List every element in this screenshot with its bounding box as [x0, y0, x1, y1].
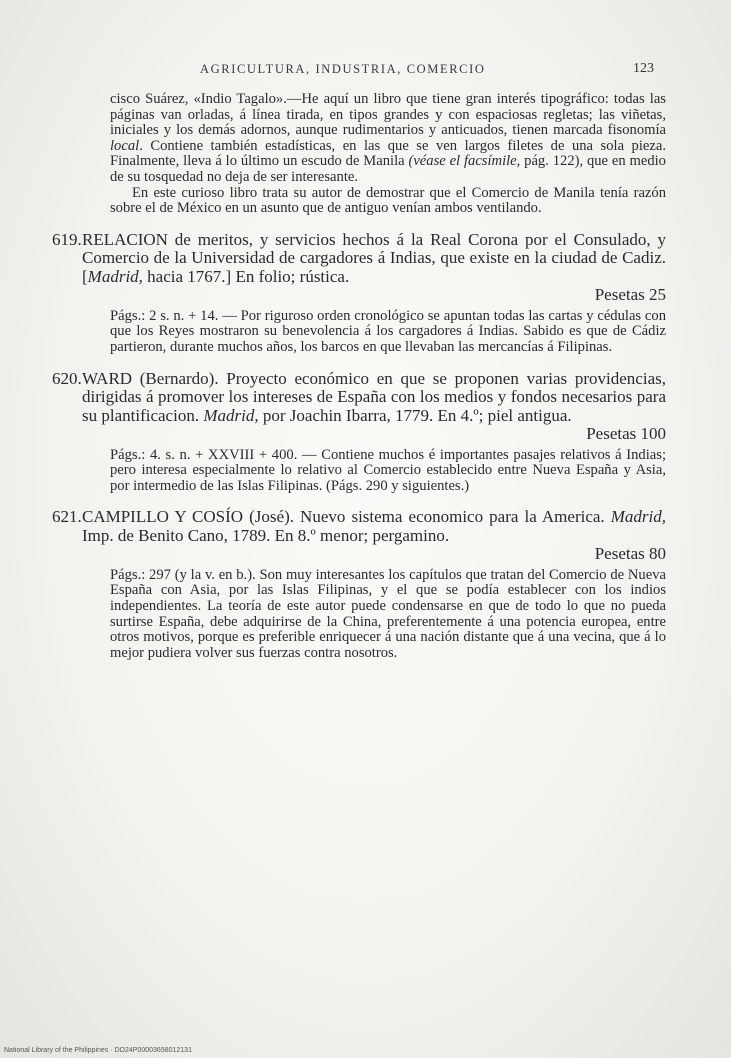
entry-imprint: hacia 1767.] En folio; rústica.: [142, 266, 350, 286]
entry-price-row: [82, 425, 666, 444]
entry-price: Pesetas 80: [594, 544, 666, 564]
entry-place: Madrid,: [610, 507, 666, 527]
running-title: AGRICULTURA, INDUSTRIA, COMERCIO: [200, 62, 486, 76]
entry-note: Págs.: 2 s. n. + 14. — Por riguroso orden cronológico se apuntan todas las cartas y cédulas con que los Reyes mostraron su benevolencia á los cargadores á Indias. Sabido es que de Cádiz partieron, durante muchos años, los barcos en que llevaban las mercancías á Filipinas.: [110, 307, 666, 355]
catalog-entry-620: [52, 368, 666, 495]
intro-facsimile-ref: (véase el facsímile: [408, 153, 517, 170]
entry-heading: [52, 229, 666, 287]
intro-local-word: local: [110, 137, 140, 154]
running-head: [60, 62, 670, 84]
entry-note: Págs.: 297 (y la v. en b.). Son muy interesantes los capítulos que tratan del Comercio de Nueva España con Asia, por las Islas Filipinas, y el que se podía establecer con los indios independientes. La teoría de este autor puede condensarse en que de todo lo que no pueda surtirse España, debe adquirirse de la China, preferentemente á una potencia europea, entre otros motivos, porque es preferible enriquecer á una nación distante que á una vecina, que á lo mejor pudiera volver sus fuerzas contra nosotros.: [110, 566, 666, 661]
intro-paragraph: [82, 92, 666, 186]
entry-number: 621.: [52, 507, 82, 527]
entry-number: 620.: [52, 368, 82, 388]
page-number: 123: [633, 61, 654, 76]
entry-imprint: Imp. de Benito Cano, 1789. En 8.º menor; pergamino.: [82, 525, 450, 545]
intro-text-a: cisco Suárez, «Indio Tagalo».—He aquí un libro que tiene gran interés tipográfico: todas las páginas van orladas, á línea tirada, en tipos grandes y con espaciosas regletas; las viñetas, iniciales y los demás adornos, aunque rudimentarios y anticuados, tienen marcada fisonomía: [110, 91, 666, 139]
entry-heading: [52, 507, 666, 545]
intro-text-c: , pág. 122), que en medio de su tosquedad no deja de ser interesante.: [110, 153, 666, 185]
entry-place: Madrid,: [87, 266, 143, 286]
entry-price: Pesetas 25: [594, 285, 666, 305]
entry-title: CAMPILLO Y COSÍO (José). Nuevo sistema economico para la America.: [82, 507, 611, 527]
entry-note: Págs.: 4. s. n. + XXVIII + 400. — Contiene muchos é importantes pasajes relativos á Indias; pero interesa especialmente lo relativo al Comercio establecido entre Nueva España y Asia, por intermedio de las Islas Filipinas. (Págs. 290 y siguientes.): [110, 446, 666, 494]
entry-price-row: [82, 286, 666, 305]
entry-imprint: por Joachin Ibarra, 1779. En 4.º; piel antigua.: [258, 405, 572, 425]
catalog-entry-621: [52, 507, 666, 661]
entry-price-row: [82, 545, 666, 564]
catalog-entry-619: [52, 229, 666, 356]
page-content: [52, 91, 666, 661]
intro-paragraph-2: En este curioso libro trata su autor de demostrar que el Comercio de Manila tenía razón sobre el de México en un asunto que de antiguo venían ambos ventilando.: [110, 184, 666, 217]
entry-place: Madrid,: [203, 405, 259, 425]
entry-price: Pesetas 100: [586, 424, 666, 444]
entry-heading: [52, 368, 666, 426]
entry-title: RELACION de meritos, y servicios hechos á la Real Corona por el Consulado, y Comercio de la Universidad de cargadores á Indias, que existe en la ciudad de Cadiz. [: [82, 229, 666, 286]
library-credit: National Library of the Philippines · DO24P00003658012131: [4, 1047, 192, 1054]
intro-text-b: . Contiene también estadísticas, en las que se ven largos filetes de una sola pieza. Finalmente, lleva á lo último un escudo de Manila: [110, 137, 666, 170]
entry-title: WARD (Bernardo). Proyecto económico en que se proponen varias providencias, dirigidas á promover los intereses de España con los medios y fondos necesarios para su plantificacion.: [82, 368, 666, 425]
entry-number: 619.: [52, 229, 82, 249]
